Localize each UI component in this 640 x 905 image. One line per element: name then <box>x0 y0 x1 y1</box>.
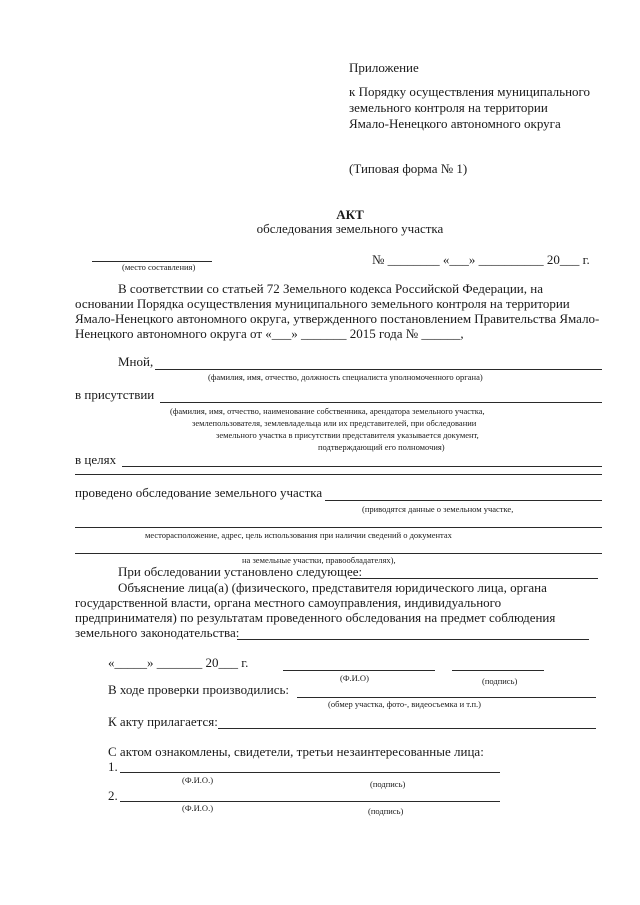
survey-caption-2: месторасположение, адрес, цель использования при наличии сведений о документах <box>145 530 452 540</box>
by-me-label: Мной, <box>118 354 154 369</box>
sign-signature-line <box>452 670 544 671</box>
explanation-line-3: предпринимателя) по результатам проведенного обследования на предмет соблюдения <box>75 610 556 625</box>
witness-2-fio: (Ф.И.О.) <box>182 803 214 813</box>
witness-1-line <box>120 772 500 773</box>
survey-line-2 <box>75 527 602 528</box>
presence-caption-3: земельного участка в присутствии представителя указывается документ, <box>216 430 479 440</box>
intro-line-1: В соответствии со статьей 72 Земельного кодекса Российской Федерации, на <box>118 281 543 296</box>
presence-label: в присутствии <box>75 387 155 402</box>
sign-signature-caption: (подпись) <box>482 676 518 686</box>
explanation-line-4: земельного законодательства: <box>75 625 240 640</box>
sign-fio-line <box>283 670 435 671</box>
act-subtitle: обследования земельного участка <box>256 221 444 236</box>
by-me-caption: (фамилия, имя, отчество, должность специалиста уполномоченного органа) <box>208 372 483 382</box>
appendix-line-1: к Порядку осуществления муниципального <box>349 84 591 99</box>
appendix-title: Приложение <box>349 60 419 75</box>
presence-caption-4: подтверждающий его полномочия) <box>318 442 445 452</box>
witness-2-signature: (подпись) <box>368 806 404 816</box>
established-line <box>350 578 598 579</box>
witness-1-number: 1. <box>108 759 118 774</box>
purpose-line-2 <box>75 474 602 475</box>
survey-label: проведено обследование земельного участка <box>75 485 323 500</box>
sign-fio-caption: (Ф.И.О) <box>340 673 369 683</box>
explanation-line-1: Объяснение лица(а) (физического, представителя юридического лица, органа <box>118 580 547 595</box>
presence-caption-2: землепользователя, землевладельца или их представителей, при обследовании <box>192 418 477 428</box>
survey-line-3 <box>75 553 602 554</box>
check-caption: (обмер участка, фото-, видеосъемка и т.п.) <box>328 699 481 709</box>
form-label: (Типовая форма № 1) <box>349 161 468 176</box>
attached-label: К акту прилагается: <box>108 714 218 729</box>
witness-2-line <box>120 801 500 802</box>
appendix-line-2: земельного контроля на территории <box>349 100 548 115</box>
explanation-line <box>237 639 589 640</box>
act-number-date: № ________ «___» __________ 20___ г. <box>372 252 590 267</box>
witness-1-fio: (Ф.И.О.) <box>182 775 214 785</box>
witness-2-number: 2. <box>108 788 118 803</box>
established-label: При обследовании установлено следующее: <box>118 564 363 579</box>
place-caption: (место составления) <box>122 262 196 272</box>
check-label: В ходе проверки производились: <box>108 682 290 697</box>
purpose-label: в целях <box>75 452 117 467</box>
purpose-line <box>122 466 602 467</box>
intro-line-4: Ненецкого автономного округа от «___» _______ 2015 года № ______, <box>75 326 464 341</box>
explanation-line-2: государственной власти, органа местного самоуправления, индивидуального <box>75 595 502 610</box>
presence-caption-1: (фамилия, имя, отчество, наименование собственника, арендатора земельного участка, <box>170 406 485 416</box>
survey-line <box>325 500 602 501</box>
by-me-line <box>155 369 602 370</box>
check-line <box>297 697 596 698</box>
sign-date: «_____» _______ 20___ г. <box>108 655 249 670</box>
witnesses-heading: С актом ознакомлены, свидетели, третьи незаинтересованные лица: <box>108 744 484 759</box>
presence-line <box>160 402 602 403</box>
intro-line-2: основании Порядка осуществления муниципального земельного контроля на территории <box>75 296 570 311</box>
intro-line-3: Ямало-Ненецкого автономного округа, утвержденного постановлением Правительства Ямало- <box>75 311 600 326</box>
witness-1-signature: (подпись) <box>370 779 406 789</box>
survey-caption-3: на земельные участки, правообладателях), <box>242 555 396 565</box>
attached-line <box>218 728 596 729</box>
appendix-line-3: Ямало-Ненецкого автономного округа <box>349 116 561 131</box>
act-title: АКТ <box>336 207 364 222</box>
survey-caption-1: (приводятся данные о земельном участке, <box>362 504 514 514</box>
